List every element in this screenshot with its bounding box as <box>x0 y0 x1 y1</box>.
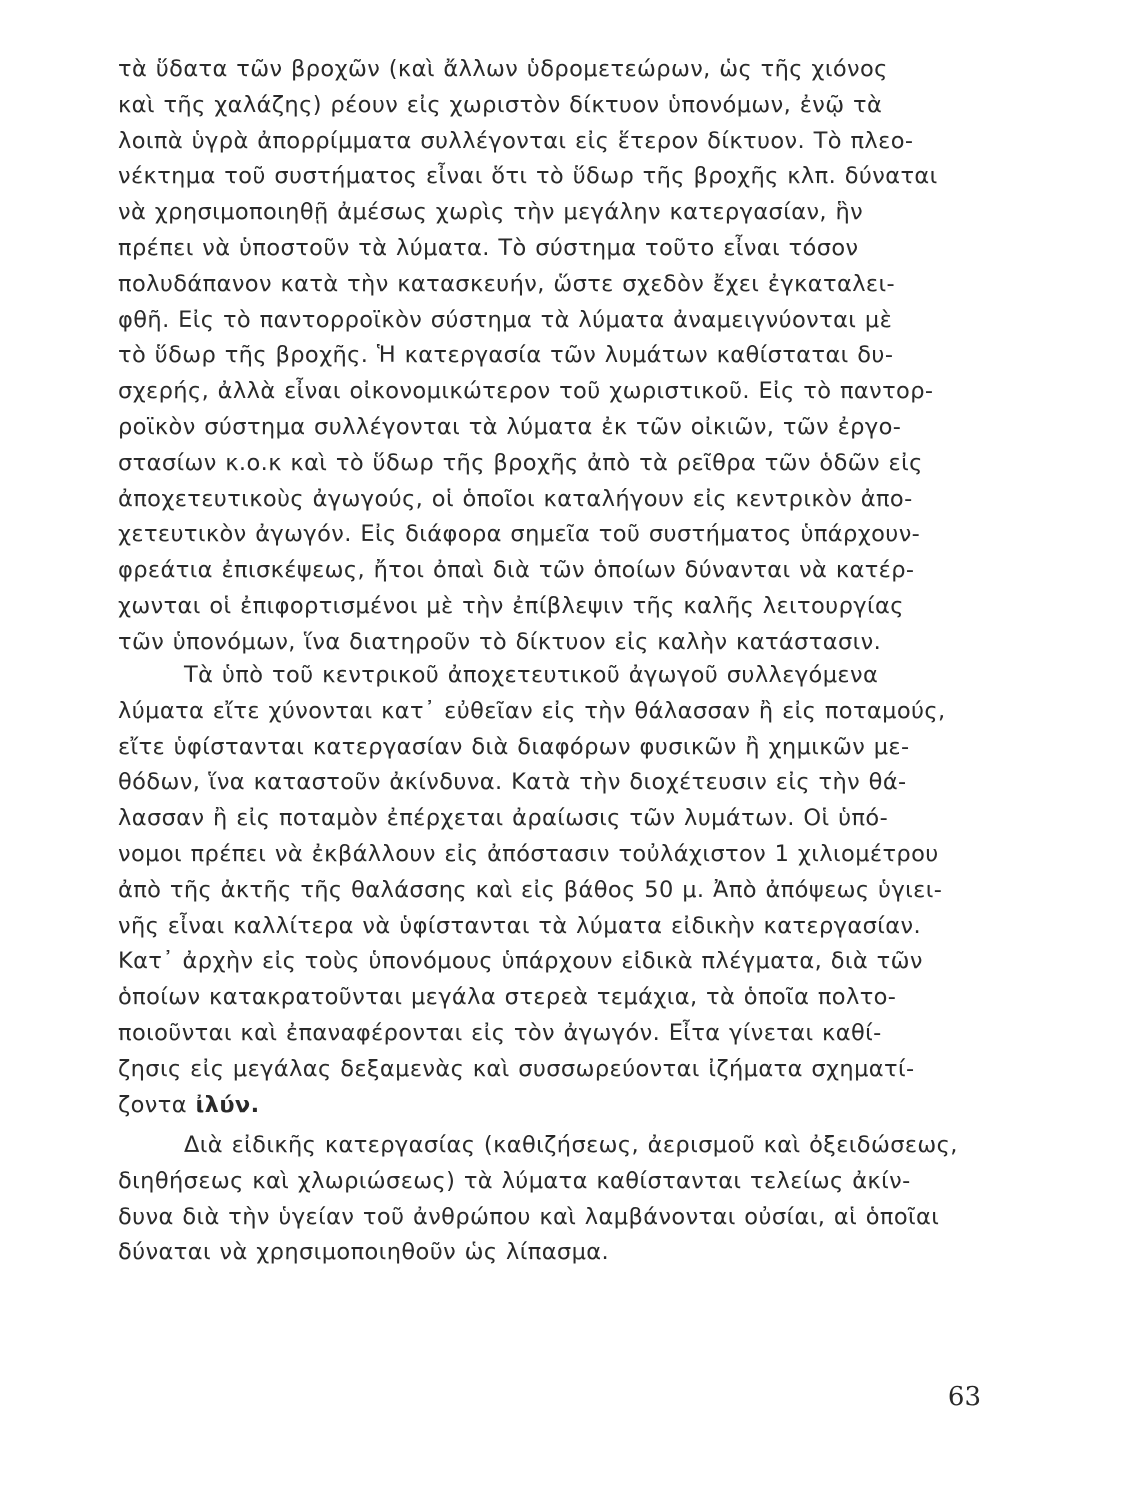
text-fragment: ζοντα <box>118 1091 196 1118</box>
text-line: λασσαν ἢ εἰς ποταμὸν ἐπέρχεται ἀραίωσις τῶν λυμάτων. Οἱ ὑπό- <box>118 805 889 832</box>
text-line: πρέπει νὰ ὑποστοῦν τὰ λύματα. Τὸ σύστημα τοῦτο εἶναι τόσον <box>118 234 859 261</box>
text-line: διηθήσεως καὶ χλωριώσεως) τὰ λύματα καθίστανται τελείως ἀκίν- <box>118 1167 911 1194</box>
text-line: λοιπὰ ὑγρὰ ἀπορρίμματα συλλέγονται εἰς ἕτερον δίκτυον. Τὸ πλεο- <box>118 127 914 154</box>
text-line: χωνται οἱ ἐπιφορτισμένοι μὲ τὴν ἐπίβλεψιν τῆς καλῆς λειτουργίας <box>118 592 904 619</box>
text-line: Κατ᾽ ἀρχὴν εἰς τοὺς ὑπονόμους ὑπάρχουν εἰδικὰ πλέγματα, διὰ τῶν <box>118 948 923 975</box>
text-line: δυνα διὰ τὴν ὑγείαν τοῦ ἀνθρώπου καὶ λαμβάνονται οὐσίαι, αἱ ὁποῖαι <box>118 1203 940 1230</box>
text-line: τὸ ὕδωρ τῆς βροχῆς. Ἡ κατεργασία τῶν λυμάτων καθίσταται δυ- <box>118 342 894 369</box>
text-line: νομοι πρέπει νὰ ἐκβάλλουν εἰς ἀπόστασιν τοὐλάχιστον 1 χιλιομέτρου <box>118 840 939 867</box>
text-line: θόδων, ἵνα καταστοῦν ἀκίνδυνα. Κατὰ τὴν διοχέτευσιν εἰς τὴν θά- <box>118 769 907 796</box>
text-line: νῆς εἶναι καλλίτερα νὰ ὑφίστανται τὰ λύματα εἰδικὴν κατεργασίαν. <box>118 912 922 939</box>
text-line: ποιοῦνται καὶ ἐπαναφέρονται εἰς τὸν ἀγωγόν. Εἶτα γίνεται καθί- <box>118 1019 882 1046</box>
text-line-last <box>118 1088 978 1124</box>
paragraph-3 <box>118 1128 978 1271</box>
text-line: ζησις εἰς μεγάλας δεξαμενὰς καὶ συσσωρεύονται ἰζήματα σχηματί- <box>118 1055 915 1082</box>
text-line: καὶ τῆς χαλάζης) ρέουν εἰς χωριστὸν δίκτυον ὑπονόμων, ἐνῷ τὰ <box>118 91 883 118</box>
text-line: ἀποχετευτικοὺς ἀγωγούς, οἱ ὁποῖοι καταλήγουν εἰς κεντρικὸν ἀπο- <box>118 485 913 512</box>
text-line: δύναται νὰ χρησιμοποιηθοῦν ὡς λίπασμα. <box>118 1239 610 1266</box>
text-line: νέκτημα τοῦ συστήματος εἶναι ὅτι τὸ ὕδωρ τῆς βροχῆς κλπ. δύναται <box>118 163 938 190</box>
text-line: πολυδάπανον κατὰ τὴν κατασκευήν, ὥστε σχεδὸν ἔχει ἐγκαταλει- <box>118 270 896 297</box>
text-line: τὰ ὕδατα τῶν βροχῶν (καὶ ἄλλων ὑδρομετεώρων, ὡς τῆς χιόνος <box>118 56 888 82</box>
text-line: φθῆ. Εἰς τὸ παντορροϊκὸν σύστημα τὰ λύματα ἀναμειγνύονται μὲ <box>118 306 893 333</box>
bold-word: ἰλύν. <box>195 1091 260 1118</box>
text-line: ροϊκὸν σύστημα συλλέγονται τὰ λύματα ἐκ τῶν οἰκιῶν, τῶν ἐργο- <box>118 413 902 440</box>
text-line: σχερής, ἀλλὰ εἶναι οἰκονομικώτερον τοῦ χωριστικοῦ. Εἰς τὸ παντορ- <box>118 378 934 405</box>
text-line: εἴτε ὑφίστανται κατεργασίαν διὰ διαφόρων φυσικῶν ἢ χημικῶν με- <box>118 733 910 760</box>
text-line: Τὰ ὑπὸ τοῦ κεντρικοῦ ἀποχετευτικοῦ ἀγωγοῦ συλλεγόμενα <box>184 662 879 688</box>
text-line: λύματα εἴτε χύνονται κατ᾽ εὐθεῖαν εἰς τὴν θάλασσαν ἢ εἰς ποταμούς, <box>118 697 946 724</box>
paragraph-1 <box>118 52 978 661</box>
page-number: 63 <box>947 1382 981 1412</box>
paragraph-2 <box>118 658 978 1123</box>
text-line: φρεάτια ἐπισκέψεως, ἤτοι ὀπαὶ διὰ τῶν ὁποίων δύνανται νὰ κατέρ- <box>118 557 915 584</box>
text-line: τῶν ὑπονόμων, ἵνα διατηροῦν τὸ δίκτυον εἰς καλὴν κατάστασιν. <box>118 628 882 655</box>
text-line: Διὰ εἰδικῆς κατεργασίας (καθιζήσεως, ἀερισμοῦ καὶ ὀξειδώσεως, <box>184 1132 958 1158</box>
text-line: χετευτικὸν ἀγωγόν. Εἰς διάφορα σημεῖα τοῦ συστήματος ὑπάρχουν- <box>118 521 921 548</box>
text-line: ὁποίων κατακρατοῦνται μεγάλα στερεὰ τεμάχια, τὰ ὁποῖα πολτο- <box>118 984 897 1011</box>
text-line: στασίων κ.ο.κ καὶ τὸ ὕδωρ τῆς βροχῆς ἀπὸ τὰ ρεῖθρα τῶν ὁδῶν εἰς <box>118 449 923 476</box>
text-line: ἀπὸ τῆς ἀκτῆς τῆς θαλάσσης καὶ εἰς βάθος 50 μ. Ἀπὸ ἀπόψεως ὑγιει- <box>118 876 943 903</box>
text-line: νὰ χρησιμοποιηθῇ ἀμέσως χωρὶς τὴν μεγάλην κατεργασίαν, ἣν <box>118 199 864 226</box>
